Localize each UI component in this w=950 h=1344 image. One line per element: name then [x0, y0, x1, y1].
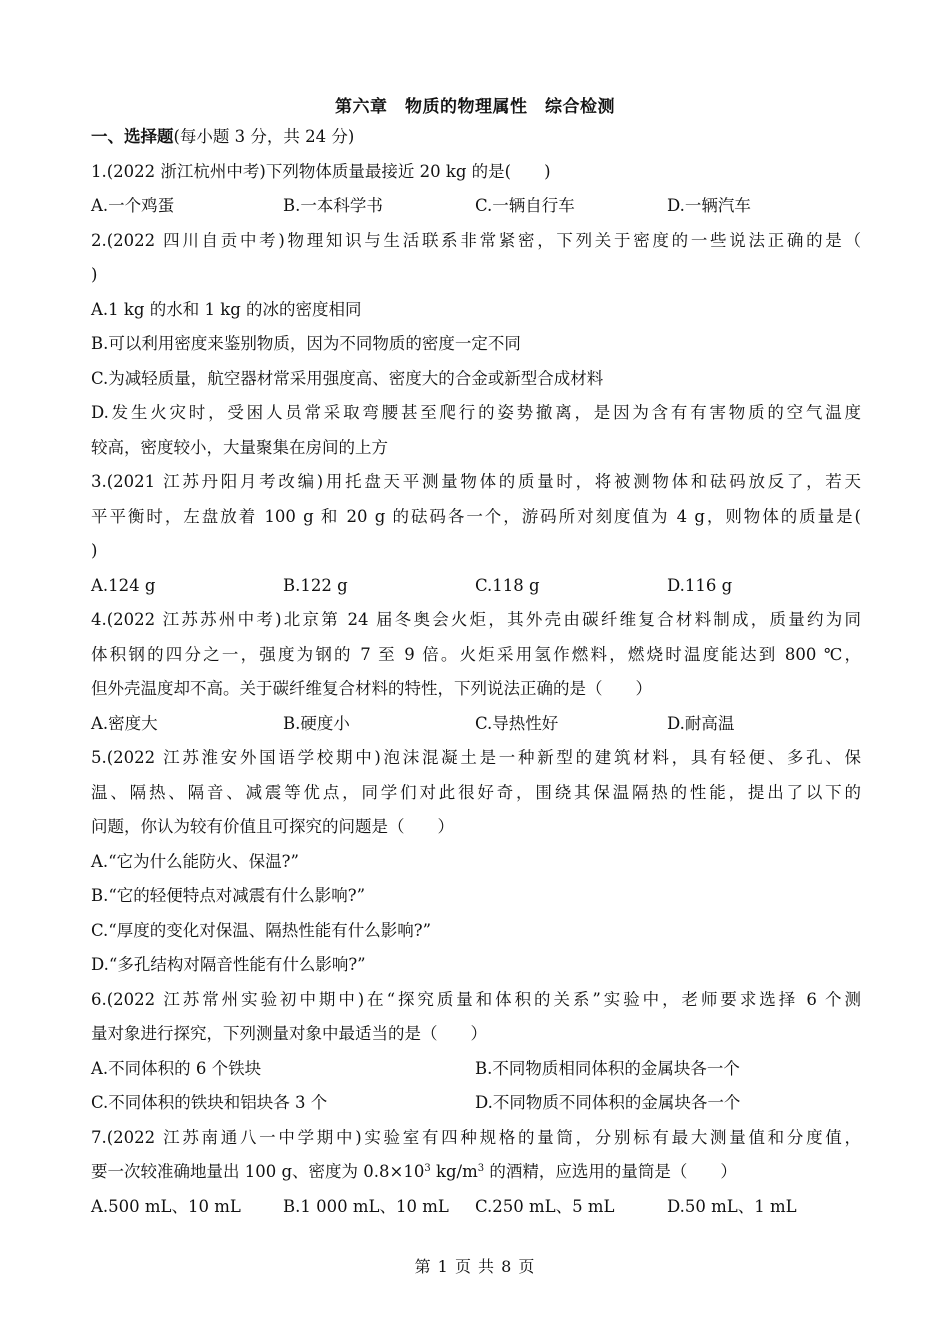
option-c: C.一辆自行车	[475, 196, 575, 215]
question-5-stem-cont: 温、隔热、隔音、减震等优点，同学们对此很好奇，围绕其保温隔热的性能，提出了以下的	[91, 782, 861, 802]
option-b: B.122 g	[283, 575, 348, 595]
question-4-stem: 4.(2022 江苏苏州中考)北京第 24 届冬奥会火炬，其外壳由碳纤维复合材料制成，质量约为同	[91, 610, 861, 629]
question-2-stem-cont: )	[91, 265, 98, 284]
section-note: (每小题 3 分，共 24 分)	[173, 127, 355, 146]
option-c: C.250 mL、5 mL	[475, 1196, 615, 1216]
question-1-options	[91, 189, 861, 224]
option-a: A.500 mL、10 mL	[91, 1196, 241, 1216]
question-2-stem: 2.(2022 四川自贡中考)物理知识与生活联系非常紧密，下列关于密度的一些说法正确的是（	[91, 230, 861, 250]
option-c: C.导热性好	[475, 713, 559, 733]
section-label: 一、选择题	[91, 127, 174, 146]
question-1-stem: 1.(2022 浙江杭州中考)下列物体质量最接近 20 kg 的是( )	[91, 161, 551, 181]
option-d: D.耐高温	[667, 713, 735, 733]
question-6-options-row-2	[91, 1086, 861, 1121]
option-c: C.118 g	[475, 575, 540, 595]
option-c: C.不同体积的铁块和铝块各 3 个	[91, 1093, 328, 1112]
option-c: C.为减轻质量，航空器材常采用强度高、密度大的合金或新型合成材料	[91, 368, 604, 388]
question-7-options	[91, 1190, 861, 1225]
stem-text-end: 的酒精，应选用的量筒是（ ）	[484, 1162, 737, 1181]
option-a: A.密度大	[91, 713, 158, 733]
question-5-stem: 5.(2022 江苏淮安外国语学校期中)泡沫混凝土是一种新型的建筑材料，具有轻便、多孔、保	[91, 748, 861, 767]
option-d: D.一辆汽车	[667, 196, 751, 215]
stem-text: 要一次较准确地量出 100 g、密度为 0.8×10	[91, 1162, 425, 1181]
question-list	[91, 120, 861, 1224]
option-b: B.不同物质相同体积的金属块各一个	[475, 1058, 740, 1078]
option-a: A.124 g	[91, 575, 156, 595]
option-c: C.“厚度的变化对保温、隔热性能有什么影响?”	[91, 920, 431, 940]
page-title: 第六章 物质的物理属性 综合检测	[335, 97, 615, 117]
question-5-stem-end: 问题，你认为较有价值且可探究的问题是（ ）	[91, 817, 454, 836]
option-d: D.发生火灾时，受困人员常采取弯腰甚至爬行的姿势撤离，是因为含有有害物质的空气温度	[91, 403, 861, 422]
question-7-stem: 7.(2022 江苏南通八一中学期中)实验室有四种规格的量筒，分别标有最大测量值和分度值，	[91, 1127, 861, 1147]
question-3-stem: 3.(2021 江苏丹阳月考改编)用托盘天平测量物体的质量时，将被测物体和砝码放反了，若天	[91, 472, 861, 491]
exponent: 3	[477, 1163, 485, 1174]
option-a: A.1 kg 的水和 1 kg 的冰的密度相同	[91, 299, 362, 319]
option-d: D.116 g	[667, 575, 733, 595]
option-b: B.1 000 mL、10 mL	[283, 1196, 449, 1216]
question-4-options	[91, 707, 861, 742]
section-heading	[91, 120, 861, 155]
question-6-options-row-1	[91, 1052, 861, 1087]
question-7-stem-cont	[91, 1155, 861, 1190]
unit-text: kg/m	[430, 1162, 478, 1181]
question-3-stem-cont: 平平衡时，左盘放着 100 g 和 20 g 的砝码各一个，游码所对刻度值为 4 g，则物体的质量是(	[91, 506, 861, 526]
option-b: B.硬度小	[283, 713, 350, 733]
question-3-options	[91, 569, 861, 604]
question-4-stem-cont: 体积钢的四分之一，强度为钢的 7 至 9 倍。火炬采用氢作燃料，燃烧时温度能达到 800 ℃，	[91, 644, 861, 664]
option-a: A.一个鸡蛋	[91, 196, 175, 215]
option-b: B.一本科学书	[283, 196, 383, 215]
question-6-stem-cont: 量对象进行探究，下列测量对象中最适当的是（ ）	[91, 1024, 487, 1043]
option-b: B.可以利用密度来鉴别物质，因为不同物质的密度一定不同	[91, 334, 521, 353]
option-b: B.“它的轻便特点对减震有什么影响?”	[91, 886, 366, 905]
option-d: D.50 mL、1 mL	[667, 1196, 797, 1216]
option-d: D.“多孔结构对隔音性能有什么影响?”	[91, 955, 366, 974]
option-d-cont: 较高，密度较小，大量聚集在房间的上方	[91, 437, 388, 457]
question-3-stem-end: )	[91, 541, 98, 560]
question-4-stem-end: 但外壳温度却不高。关于碳纤维复合材料的特性，下列说法正确的是（ ）	[91, 679, 652, 698]
question-6-stem: 6.(2022 江苏常州实验初中期中)在“探究质量和体积的关系”实验中，老师要求选择 6 个测	[91, 989, 861, 1009]
option-a: A.“它为什么能防火、保温?”	[91, 851, 299, 871]
option-a: A.不同体积的 6 个铁块	[91, 1058, 262, 1078]
exponent: 3	[424, 1163, 431, 1174]
option-d: D.不同物质不同体积的金属块各一个	[475, 1093, 741, 1112]
page-footer: 第 1 页 共 8 页	[414, 1257, 536, 1276]
